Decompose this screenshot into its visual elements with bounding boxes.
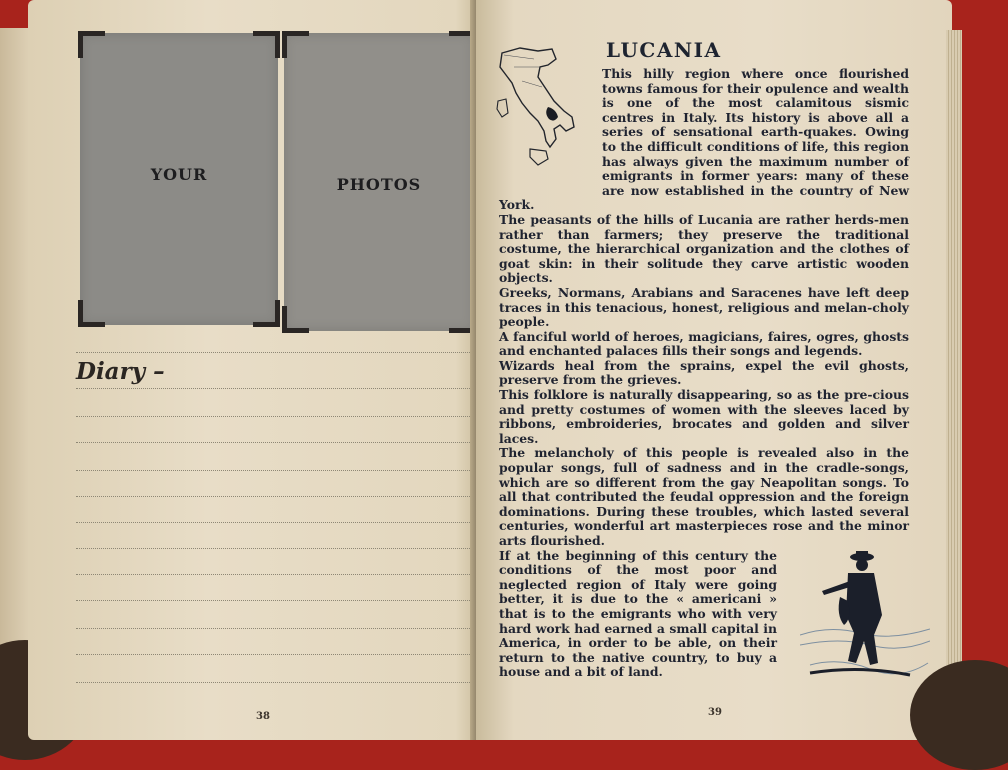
right-page-number: 39 [708, 707, 722, 718]
paragraph: Greeks, Normans, Arabians and Saracenes have left deep traces in this tenacious, honest, religious and melan-choly people. [499, 284, 909, 330]
photo-corner-icon [282, 306, 309, 333]
map-spacer [499, 67, 602, 189]
photo-corner-icon [253, 300, 280, 327]
photo-frame-right [284, 33, 474, 331]
diary-line [76, 548, 472, 549]
photo-label-photos: PHOTOS [336, 175, 422, 194]
paragraph: This hilly region where once flourished towns famous for their opulence and wealth is one of the most calamitous sismic centres in Italy. Its history is above all a series of sensational earth-quakes. Owing to the difficult conditions of life, this region has always given the maximum number of emigrants in former years: many of these are now established in the country of New York. [499, 66, 909, 213]
diary-line [76, 388, 472, 389]
photo-frame-left [80, 33, 278, 325]
region-title: LUCANIA [606, 38, 722, 62]
diary-line [76, 470, 472, 471]
diary-line [76, 628, 472, 629]
diary-title: Diary – [76, 358, 165, 385]
photo-corner-icon [78, 300, 105, 327]
left-page-number: 38 [256, 711, 270, 722]
paragraph: This folklore is naturally disappearing, so as the pre-cious and pretty costumes of women with the sleeves laced by ribbons, embroideries, brocates and golden and silver laces. [499, 387, 909, 446]
diary-line [76, 522, 472, 523]
diary-line [76, 352, 472, 353]
diary-line [76, 574, 472, 575]
photo-corner-icon [78, 31, 105, 58]
shepherd-illustration-icon [800, 545, 930, 685]
diary-line [76, 442, 472, 443]
diary-line [76, 654, 472, 655]
photo-label-your: YOUR [150, 165, 208, 184]
paragraph: A fanciful world of heroes, magicians, faires, ogres, ghosts and enchanted palaces fills their songs and legends. [499, 328, 909, 359]
diary-line [76, 682, 472, 683]
photo-corner-icon [282, 31, 309, 58]
photo-corner-icon [253, 31, 280, 58]
paragraph: If at the beginning of this century the conditions of the most poor and neglected region of Italy were going better, it is due to the « americani » that is to the emigrants who with very hard work had earned a small capital in America, in order to be able, on their return to the native country, to buy a house and a bit of land. [499, 547, 777, 680]
diary-line [76, 416, 472, 417]
diary-line [76, 600, 472, 601]
paragraph: The peasants of the hills of Lucania are rather herds-men rather than farmers; they preserve the traditional costume, the hierarchical organization and the clothes of goat skin: in their solitude they carve artistic wooden objects. [499, 211, 909, 286]
paragraph: Wizards heal from the sprains, expel the evil ghosts, preserve from the grieves. [499, 357, 909, 388]
paragraph: The melancholy of this people is revealed also in the popular songs, full of sadness and in the cradle-songs, which are so different from the gay Neapolitan songs. To all that contributed the feudal oppression and the foreign dominations. During these troubles, which lasted several centuries, wonderful art masterpieces rose and the minor arts flourished. [499, 445, 909, 548]
page-stack-edge [946, 30, 962, 720]
diary-line [76, 496, 472, 497]
